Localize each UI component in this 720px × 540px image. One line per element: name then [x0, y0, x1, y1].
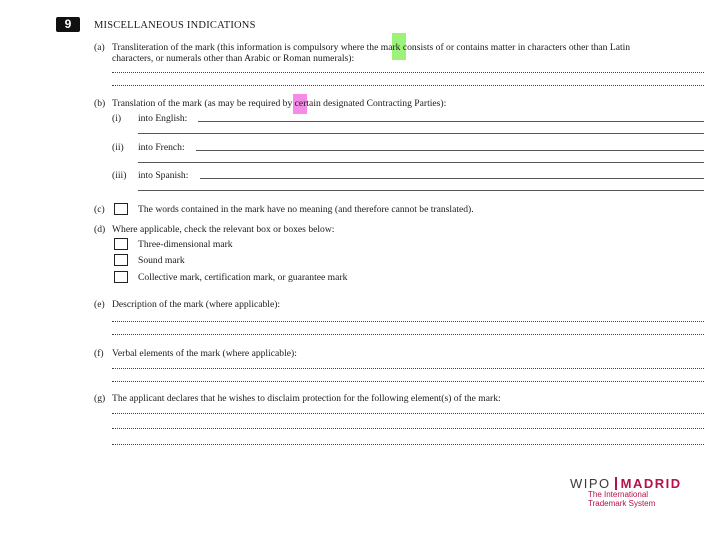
logo-tagline: [588, 490, 655, 508]
french-translation-field-2[interactable]: [138, 162, 704, 163]
collective-mark-checkbox[interactable]: [114, 271, 128, 283]
description-field-line-1[interactable]: [112, 321, 704, 322]
sound-mark-checkbox[interactable]: [114, 254, 128, 266]
three-dimensional-checkbox[interactable]: [114, 238, 128, 250]
item-f-label: (f): [94, 348, 104, 359]
item-c-label: (c): [94, 204, 105, 215]
section-number-badge: 9: [56, 17, 80, 32]
option-collective-mark: Collective mark, certification mark, or guarantee mark: [138, 272, 348, 283]
no-meaning-checkbox[interactable]: [114, 203, 128, 215]
disclaimer-field-line-1[interactable]: [112, 413, 704, 414]
logo-madrid: MADRID: [620, 476, 682, 491]
spanish-translation-field-2[interactable]: [138, 190, 704, 191]
item-g-text: The applicant declares that he wishes to disclaim protection for the following element(s) of the mark:: [112, 393, 501, 404]
item-b-iii-label: into Spanish:: [138, 170, 189, 181]
disclaimer-field-line-3[interactable]: [112, 444, 704, 445]
item-b-i-num: (i): [112, 113, 122, 124]
logo-divider: [615, 477, 617, 490]
english-translation-field[interactable]: [198, 121, 704, 122]
option-sound-mark: Sound mark: [138, 255, 185, 266]
description-field-line-2[interactable]: [112, 334, 704, 335]
item-g-label: (g): [94, 393, 106, 404]
verbal-elements-field-line-1[interactable]: [112, 368, 704, 369]
verbal-elements-field-line-2[interactable]: [112, 381, 704, 382]
item-a-label: (a): [94, 42, 105, 53]
option-three-dimensional: Three-dimensional mark: [138, 239, 233, 250]
item-b-label: (b): [94, 98, 106, 109]
item-b-iii-num: (iii): [112, 170, 127, 181]
french-translation-field[interactable]: [196, 150, 704, 151]
spanish-translation-field[interactable]: [200, 178, 704, 179]
logo-tagline-line-1: The International: [588, 490, 649, 499]
item-c-text: The words contained in the mark have no meaning (and therefore cannot be translated).: [138, 204, 474, 215]
item-a-answer-line-2[interactable]: [112, 85, 704, 86]
logo-wipo: WIPO: [570, 476, 611, 491]
item-b-ii-num: (ii): [112, 142, 124, 153]
item-e-label: (e): [94, 299, 105, 310]
logo-tagline-line-2: Trademark System: [588, 499, 656, 508]
item-b-ii-label: into French:: [138, 142, 185, 153]
item-d-label: (d): [94, 224, 106, 235]
item-a-answer-line-1[interactable]: [112, 72, 704, 73]
item-a-line1: Transliteration of the mark (this information is compulsory where the mark consists of or contains matter in characters other than Latin: [112, 42, 631, 53]
wipo-madrid-logo: [570, 476, 682, 491]
item-e-text: Description of the mark (where applicable):: [112, 299, 281, 310]
item-b-i-label: into English:: [138, 113, 188, 124]
section-title: MISCELLANEOUS INDICATIONS: [94, 20, 256, 31]
item-d-text: Where applicable, check the relevant box or boxes below:: [112, 224, 335, 235]
english-translation-field-2[interactable]: [138, 133, 704, 134]
item-a-line2: characters, or numerals other than Arabic or Roman numerals):: [112, 53, 355, 64]
item-b-text: Translation of the mark (as may be required by certain designated Contracting Parties):: [112, 98, 447, 109]
item-f-text: Verbal elements of the mark (where applicable):: [112, 348, 297, 359]
disclaimer-field-line-2[interactable]: [112, 428, 704, 429]
